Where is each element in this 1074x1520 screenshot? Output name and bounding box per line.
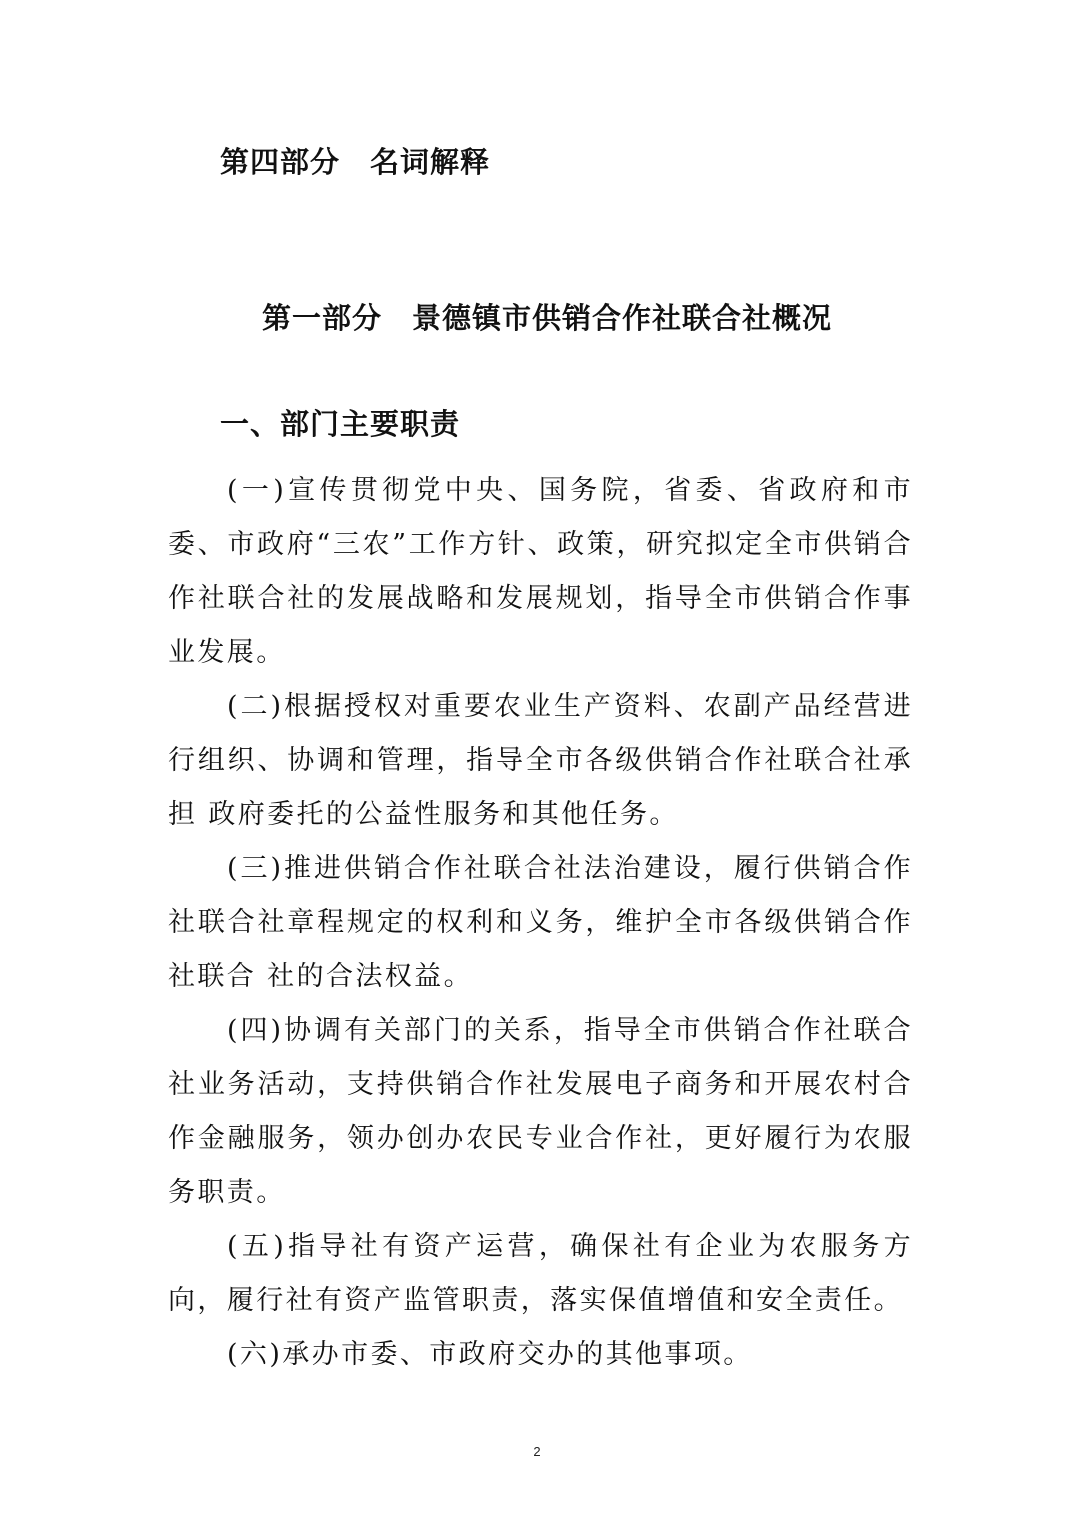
duty-paragraph-4: (四)协调有关部门的关系，指导全市供销合作社联合社业务活动，支持供销合作社发展电子商务和开展农村合作金融服务，领办创办农民专业合作社，更好履行为农服务职责。 [168, 1015, 913, 1208]
section-one-heading: 一、部门主要职责 [220, 407, 461, 441]
duty-paragraph-1: (一)宣传贯彻党中央、国务院，省委、省政府和市委、市政府“三农”工作方针、政策，研究拟定全市供销合作社联合社的发展战略和发展规划，指导全市供销合作事业发展。 [168, 475, 913, 668]
duty-paragraph-5: (五)指导社有资产运营，确保社有企业为农服务方向，履行社有资产监管职责，落实保值增值和安全责任。 [168, 1231, 913, 1316]
duty-paragraph-2: (二)根据授权对重要农业生产资料、农副产品经营进行组织、协调和管理，指导全市各级供销合作社联合社承担 政府委托的公益性服务和其他任务。 [168, 691, 913, 830]
duty-paragraph-6: (六)承办市委、市政府交办的其他事项。 [227, 1339, 753, 1370]
part-one-heading: 第一部分 景德镇市供销合作社联合社概况 [262, 301, 833, 335]
duty-paragraph-3: (三)推进供销合作社联合社法治建设，履行供销合作社联合社章程规定的权利和义务，维护全市各级供销合作社联合 社的合法权益。 [168, 853, 913, 992]
part-four-heading: 第四部分 名词解释 [220, 145, 491, 179]
page-number: 2 [533, 1444, 541, 1459]
